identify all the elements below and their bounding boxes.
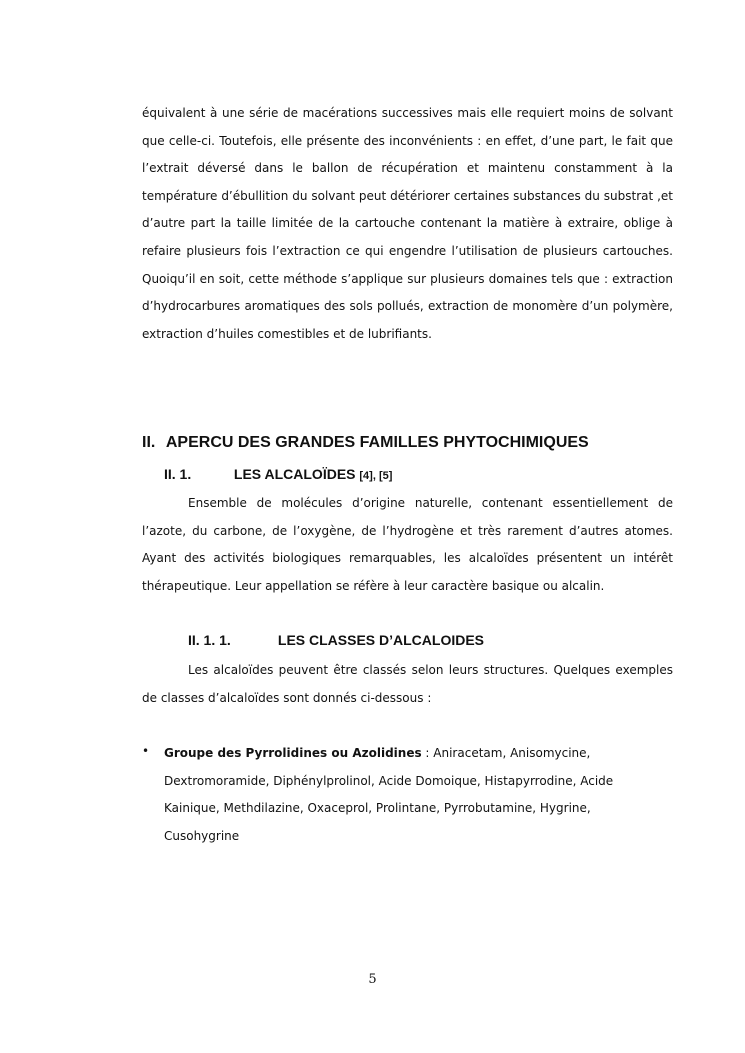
subsubsection-heading <box>188 632 484 648</box>
subsection-heading <box>164 466 392 482</box>
section-heading <box>142 434 589 452</box>
page-number: 5 <box>368 972 377 987</box>
section-title: APERCU DES GRANDES FAMILLES PHYTOCHIMIQUES <box>165 434 589 451</box>
subsection-number: II. 1. <box>164 466 192 482</box>
list-item-body: : Aniracetam, Anisomycine, Dextromoramide, Diphénylprolinol, Acide Domoique, Histapyrrodine, Acide Kainique, Methdilazine, Oxaceprol, Prolintane, Pyrrobutamine, Hygrine, Cusohygrine <box>164 746 614 843</box>
subsubsection-title: LES CLASSES D’ALCALOIDES <box>277 632 485 648</box>
bullet-icon: • <box>142 744 150 758</box>
section-number: II. <box>142 434 156 451</box>
subsection-paragraph: Ensemble de molécules d’origine naturelle, contenant essentiellement de l’azote, du carbone, de l’oxygène, de l’hydrogène et très rarement d’autres atomes. Ayant des activités biologiques remarquables, les alcaloïdes présentent un intérêt thérapeutique. Leur appellation se réfère à leur caractère basique ou alcalin. <box>142 496 673 593</box>
list-item-text <box>164 740 624 850</box>
list-item-label: Groupe des Pyrrolidines ou Azolidines <box>164 746 422 760</box>
subsubsection-paragraph: Les alcaloïdes peuvent être classés selon leurs structures. Quelques exemples de classes d’alcaloïdes sont donnés ci-dessous : <box>142 663 673 705</box>
subsection-title: LES ALCALOÏDES <box>233 466 356 482</box>
subsection-refs: [4], [5] <box>359 470 393 482</box>
subsubsection-number: II. 1. 1. <box>188 632 231 648</box>
intro-paragraph: équivalent à une série de macérations successives mais elle requiert moins de solvant que celle-ci. Toutefois, elle présente des inconvénients : en effet, d’une part, le fait que l’extrait déversé dans le ballon de récupération et maintenu constamment à la température d’ébullition du solvant peut détériorer certaines substances du substrat ,et d’autre part la taille limitée de la cartouche contenant la matière à extraire, oblige à refaire plusieurs fois l’extraction ce qui engendre l’utilisation de plusieurs cartouches. Quoiqu’il en soit, cette méthode s’applique sur plusieurs domaines tels que : extraction d’hydrocarbures aromatiques des sols pollués, extraction de monomère d’un polymère, extraction d’huiles comestibles et de lubrifiants. <box>142 106 673 341</box>
